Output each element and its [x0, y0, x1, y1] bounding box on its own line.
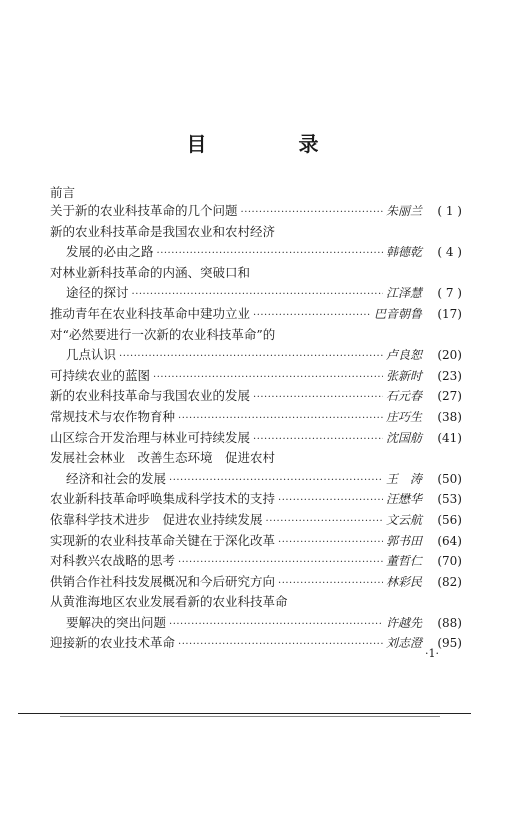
toc-entry-title: 常规技术与农作物育种 [50, 408, 176, 424]
toc-leader-dots [253, 310, 371, 321]
toc-entry-title: 可持续农业的蓝图 [50, 367, 151, 383]
toc-entry-line [50, 304, 462, 325]
toc-entry-title: 供销合作社科技发展概况和今后研究方向 [50, 573, 276, 589]
toc-entry-page: (20) [437, 348, 462, 363]
toc-leader-dots [253, 434, 383, 445]
toc-entry-title: 新的农业科技革命是我国农业和农村经济 [50, 223, 276, 239]
toc-entry-author: 刘志澄 [385, 636, 422, 651]
toc-leader-dots [278, 537, 383, 548]
toc-entry-title: 实现新的农业科技革命关键在于深化改革 [50, 532, 276, 548]
toc-leader-dots [178, 413, 383, 424]
toc-entry-author: 林彩民 [385, 574, 422, 589]
toc-leader-dots [157, 248, 383, 259]
toc-leader-dots [169, 475, 383, 486]
bottom-rule-thin [60, 716, 440, 717]
toc-entry-author: 江泽慧 [385, 286, 422, 301]
toc-entry-title: 迎接新的农业技术革命 [50, 635, 176, 651]
toc-entry-line [50, 222, 462, 243]
toc-entry-page: (41) [437, 430, 462, 445]
toc-entry-title: 发展社会林业 改善生态环境 促进农村 [50, 450, 276, 466]
toc-entry-author: 汪懋华 [385, 492, 422, 507]
toc-leader-dots [266, 516, 383, 527]
toc-leader-dots [178, 639, 383, 650]
toc-entry-line [50, 201, 462, 222]
toc-leader-dots [119, 351, 383, 362]
toc-entry-line [50, 489, 462, 510]
toc-leader-dots [278, 495, 383, 506]
toc-entry-author: 朱丽兰 [385, 204, 422, 218]
toc-entry-line [50, 263, 462, 284]
toc-entry-page: (64) [437, 533, 462, 548]
toc-entry-page: (23) [437, 368, 462, 383]
toc-leader-dots [132, 289, 383, 300]
toc-entry-author: 文云航 [385, 512, 422, 527]
toc-entry-page: (95) [437, 636, 462, 651]
toc-entry-author: 石元春 [385, 389, 422, 404]
toc-leader-dots [169, 619, 383, 630]
toc-entry-line [50, 551, 462, 572]
toc-entry-title: 从黄淮海地区农业发展看新的农业科技革命 [50, 594, 288, 610]
table-of-contents [50, 201, 462, 654]
toc-entry-line [50, 428, 462, 449]
toc-entry-line [50, 592, 462, 613]
toc-entry-line [50, 613, 462, 634]
toc-entry-page: ( 1 ) [437, 204, 462, 218]
toc-leader-dots [178, 557, 383, 568]
toc-entry-author: 许越先 [385, 615, 422, 630]
toc-entry-line [50, 531, 462, 552]
toc-entry-line [50, 407, 462, 428]
page-title: 目 录 [186, 132, 355, 156]
toc-entry-author: 郭书田 [385, 533, 422, 548]
toc-entry-page: (53) [437, 492, 462, 507]
toc-entry-author: 沈国舫 [385, 430, 422, 445]
toc-entry-line [50, 366, 462, 387]
toc-leader-dots [241, 207, 383, 218]
toc-entry-author: 王 涛 [385, 471, 422, 486]
toc-entry-title: 经济和社会的发展 [66, 470, 167, 486]
toc-entry-line [50, 242, 462, 263]
toc-entry-author: 庄巧生 [385, 409, 422, 424]
page-number: ·1· [425, 647, 439, 660]
toc-entry-title: 关于新的农业科技革命的几个问题 [50, 203, 238, 218]
toc-entry-page: (88) [437, 615, 462, 630]
toc-entry-line [50, 469, 462, 490]
toc-entry-title: 新的农业科技革命与我国农业的发展 [50, 388, 251, 404]
toc-entry-line [50, 345, 462, 366]
toc-entry-title: 山区综合开发治理与林业可持续发展 [50, 429, 251, 445]
toc-entry-page: (70) [437, 554, 462, 569]
toc-entry-page: ( 4 ) [437, 245, 462, 260]
toc-entry-title: 对“必然要进行一次新的农业科技革命”的 [50, 326, 276, 342]
toc-entry-line [50, 386, 462, 407]
toc-entry-title: 几点认识 [66, 347, 117, 363]
toc-entry-title: 农业新科技革命呼唤集成科学技术的支持 [50, 491, 276, 507]
toc-entry-title: 推动青年在农业科技革命中建功立业 [50, 305, 251, 321]
toc-entry-line [50, 283, 462, 304]
toc-entry-title: 依靠科学技术进步 促进农业持续发展 [50, 511, 263, 527]
toc-entry-title: 对林业新科技革命的内涵、突破口和 [50, 264, 251, 280]
toc-entry-line [50, 510, 462, 531]
toc-entry-title: 发展的必由之路 [66, 244, 154, 260]
toc-entry-title: 途径的探讨 [66, 285, 129, 301]
toc-entry-author: 韩德乾 [385, 245, 422, 260]
toc-leader-dots [278, 578, 383, 589]
toc-entry-author: 董哲仁 [385, 554, 422, 569]
toc-entry-page: (38) [437, 409, 462, 424]
toc-entry-line [50, 633, 462, 654]
toc-entry-page: (56) [437, 512, 462, 527]
toc-entry-page: (50) [437, 471, 462, 486]
toc-entry-author: 巴音朝鲁 [373, 306, 422, 321]
toc-entry-page: (27) [437, 389, 462, 404]
toc-entry-title: 要解决的突出问题 [66, 614, 167, 630]
toc-entry-line [50, 325, 462, 346]
toc-entry-title: 对科教兴农战略的思考 [50, 553, 176, 569]
toc-entry-author: 卢良恕 [385, 348, 422, 363]
toc-leader-dots [253, 392, 383, 403]
toc-entry-author: 张新时 [385, 368, 422, 383]
toc-entry-page: (17) [437, 306, 462, 321]
toc-preface: 前言 [50, 185, 76, 200]
toc-leader-dots [153, 372, 383, 383]
toc-entry-page: (82) [437, 574, 462, 589]
toc-entry-page: ( 7 ) [437, 286, 462, 301]
bottom-rule [18, 713, 471, 714]
toc-entry-line [50, 448, 462, 469]
toc-entry-line [50, 572, 462, 593]
